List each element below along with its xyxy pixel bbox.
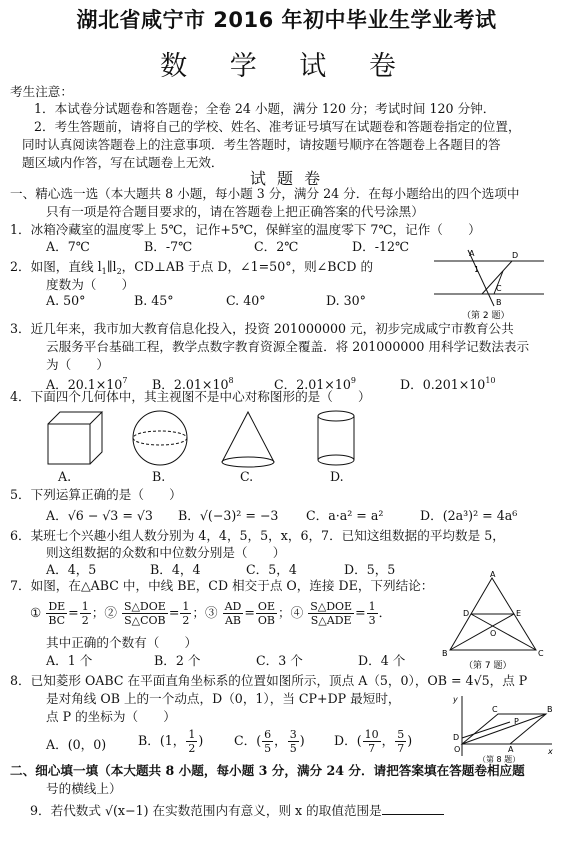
- cone-shape: [222, 412, 274, 467]
- q6-option-a: A．4，5: [46, 562, 97, 577]
- part1-heading-line-1: 一、精心选一选（本大题共 8 小题，每小题 3 分，满分 24 分．在每小题给出的四个选项中: [10, 186, 520, 201]
- q6-option-c: C．5，4: [246, 562, 297, 577]
- q1-option-a: A．7℃: [46, 239, 90, 254]
- q5-stem: 5．下列运算正确的是（ ）: [10, 487, 182, 502]
- q8-label-p: P: [514, 717, 519, 726]
- q9-answer-blank[interactable]: [382, 814, 444, 815]
- q7-stem: 7．如图，在△ABC 中，中线 BE，CD 相交于点 O，连接 DE，下列结论：: [10, 578, 434, 593]
- q3-line-1: 3．近几年来，我市加大教育信息化投入，投资 201000000 元，初步完成咸宁市教育公共: [10, 321, 514, 336]
- q7-count: 其中正确的个数有（ ）: [46, 635, 198, 650]
- q8-option-a: A．(0，0): [46, 737, 107, 752]
- q4-stem: 4．下面四个几何体中，其主视图不是中心对称图形的是（ ）: [10, 389, 371, 404]
- q8-label-d: D: [453, 733, 460, 742]
- q3-option-c: C．$2.01\times 10^9$: [274, 376, 356, 392]
- q2-figure: [432, 242, 550, 322]
- q7-label-d: D: [463, 609, 470, 618]
- q7-label-b: B: [442, 649, 448, 658]
- q6-option-b: B．4，4: [150, 562, 201, 577]
- q4-option-d: D.: [330, 469, 344, 484]
- q8-label-b: B: [547, 705, 553, 714]
- q8-option-b: B．(1， $\frac{1}{2}$ ): [138, 728, 204, 755]
- q5-option-b: B．√(−3)² = −3: [178, 508, 279, 523]
- q3-line-2: 云服务平台基础工程，教学点数字教育资源全覆盖．将 201000000 用科学记数法表示: [46, 339, 530, 354]
- section-title: 试 题 卷: [249, 169, 324, 188]
- q7-label-c: C: [538, 649, 544, 658]
- q2-caption: （第 2 题）: [462, 311, 510, 321]
- q7-label-e: E: [516, 609, 522, 618]
- q2-label-d: D: [512, 251, 519, 260]
- q8-figure: [448, 694, 558, 764]
- part2-heading-line-1: 二、细心填一填（本大题共 8 小题，每小题 3 分，满分 24 分．请把答案填在答题卷相应题: [10, 763, 525, 778]
- q8-caption: （第 8 题）: [478, 755, 521, 764]
- q7-caption: （第 7 题）: [464, 661, 512, 671]
- q4-option-a: A.: [58, 469, 72, 484]
- q7-option-c: C．3 个: [256, 653, 303, 668]
- q6-line-2: 则这组数据的众数和中位数分别是（ ）: [46, 545, 286, 560]
- cylinder-shape: [318, 411, 354, 465]
- part2-heading-line-2: 号的横线上）: [46, 781, 122, 796]
- q3-line-3: 为（ ）: [46, 357, 109, 372]
- q7-conclusions: ① $\frac{DE}{BC}$ = $\frac{1}{2}$ ；② $\frac{\text{S△DOE}}{\text{S△COB}}$ = $\frac{1}{2}$ ；③ $\frac{AD}{AB}$ = $\frac{OE}{OB}$ ；④ $\frac{\text{S△DOE}}{\text{S△ADE}}$ = $\frac{1}{3}$ ．: [30, 600, 392, 627]
- q2-option-c: C. 40°: [226, 293, 266, 308]
- q4-option-b: B.: [152, 469, 166, 484]
- q3-option-a: A．$20.1\times 10^7$: [46, 376, 128, 392]
- q5-option-c: C．a·a² = a²: [306, 508, 384, 523]
- q7-figure: [440, 570, 550, 672]
- exam-subtitle: 数 学 试 卷: [160, 51, 413, 82]
- q7-label-a: A: [490, 570, 496, 579]
- q9-stem: 9．若代数式 √(x−1) 在实数范围内有意义，则 x 的取值范围是: [30, 802, 444, 820]
- q7-option-d: D．4 个: [358, 653, 406, 668]
- q4-figures: [40, 408, 370, 468]
- notice-item-1: 1．本试卷分试题卷和答题卷；全卷 24 小题，满分 120 分；考试时间 120 分钟．: [34, 101, 496, 116]
- q8-label-a: A: [508, 745, 514, 754]
- q1-option-d: D．-12℃: [352, 239, 410, 254]
- q2-label-1: 1: [474, 265, 480, 274]
- q2-label-c: C: [496, 284, 502, 293]
- q5-option-a: A．√6 − √3 = √3: [46, 508, 153, 523]
- q2-label-a: A: [469, 249, 475, 258]
- q8-line-2: 是对角线 OB 上的一个动点，D（0，1），当 CP+DP 最短时，: [46, 691, 401, 706]
- sphere-shape: [133, 411, 187, 465]
- q1-stem: 1．冰箱冷藏室的温度零上 5℃，记作+5℃，保鲜室的温度零下 7℃，记作（ ）: [10, 222, 481, 237]
- q2-option-d: D. 30°: [326, 293, 366, 308]
- q7-option-a: A．1 个: [46, 653, 93, 668]
- q3-option-d: D．$0.201\times 10^{10}$: [400, 376, 496, 392]
- q1-option-b: B．-7℃: [144, 239, 193, 254]
- q7-option-b: B．2 个: [154, 653, 201, 668]
- q8-line-1: 8．已知菱形 OABC 在平面直角坐标系的位置如图所示，顶点 A（5，0），OB = 4√5，点 P: [10, 673, 528, 688]
- q8-label-c: C: [492, 705, 498, 714]
- notice-item-2-line-2: 同时认真阅读答题卷上的注意事项．考生答题时，请按题号顺序在答题卷上各题目的答: [22, 137, 501, 152]
- q6-option-d: D．5，5: [344, 562, 396, 577]
- exam-title: 湖北省咸宁市 2016 年初中毕业生学业考试: [76, 8, 497, 32]
- cube-shape: [48, 412, 102, 464]
- q2-stem: 2．如图，直线 $l_1\parallel l_2$，CD⊥AB 于点 D，∠1=50°，则∠BCD 的: [10, 259, 374, 276]
- q5-option-d: D．(2a³)² = 4a⁶: [420, 508, 518, 523]
- q2-option-a: A. 50°: [46, 293, 86, 308]
- notice-item-2-line-3: 题区域内作答，写在试题卷上无效．: [22, 155, 224, 170]
- q7-label-o: O: [490, 629, 497, 638]
- q3-option-b: B．$2.01\times 10^8$: [152, 376, 234, 392]
- q8-option-c: C．( $\frac{6}{5}$ ， $\frac{3}{5}$ ): [234, 728, 305, 755]
- q8-label-x: x: [548, 747, 553, 756]
- q8-label-y: y: [453, 695, 458, 704]
- q2-stem-line-2: 度数为（ ）: [46, 277, 135, 292]
- q1-option-c: C．2℃: [254, 239, 299, 254]
- q2-option-b: B. 45°: [134, 293, 174, 308]
- q8-line-3: 点 P 的坐标为（ ）: [46, 709, 176, 724]
- q8-option-d: D．( $\frac{10}{7}$ ， $\frac{5}{7}$ ): [334, 728, 413, 755]
- q2-label-b: B: [496, 298, 502, 307]
- notice-heading: 考生注意：: [10, 84, 73, 99]
- part1-heading-line-2: 只有一项是符合题目要求的，请在答题卷上把正确答案的代号涂黑）: [46, 204, 424, 219]
- q6-line-1: 6．某班七个兴趣小组人数分别为 4，4，5，5，x，6，7．已知这组数据的平均数是 5，: [10, 528, 505, 543]
- q4-option-c: C.: [240, 469, 254, 484]
- q8-label-o: O: [454, 745, 461, 754]
- notice-item-2-line-1: 2．考生答题前，请将自己的学校、姓名、准考证号填写在试题卷和答题卷指定的位置，: [34, 119, 521, 134]
